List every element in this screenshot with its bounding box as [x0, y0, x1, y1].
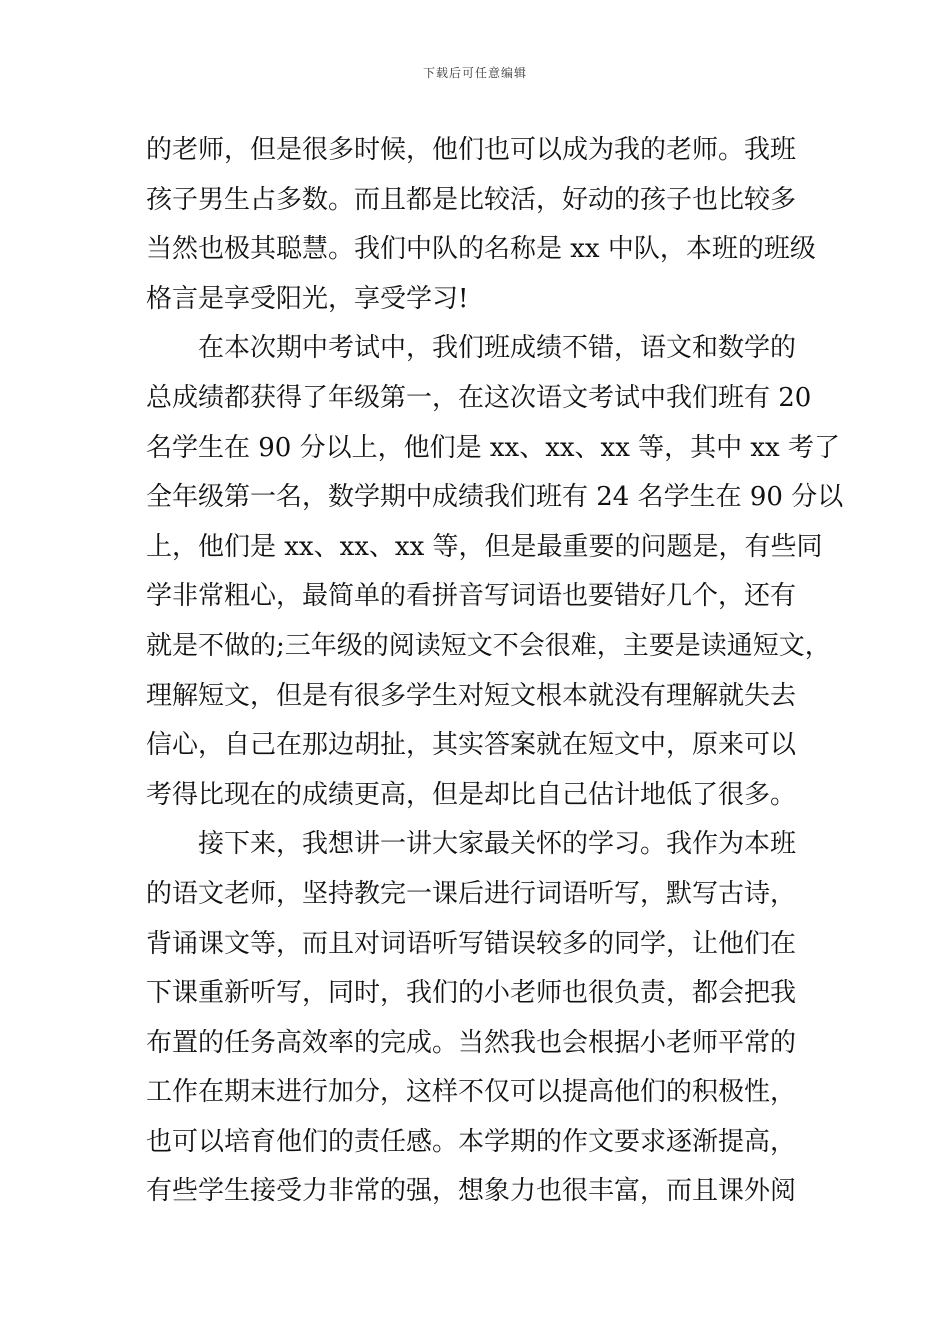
page-header: 下载后可任意编辑: [422, 66, 527, 80]
text-line: 当然也极其聪慧。我们中队的名称是 xx 中队，本班的班级: [146, 234, 816, 265]
text-line: 上，他们是 xx、xx、xx 等，但是最重要的问题是，有些同: [146, 531, 823, 562]
text-line: 工作在期末进行加分，这样不仅可以提高他们的积极性，: [146, 1077, 797, 1108]
text-line: 下课重新听写，同时，我们的小老师也很负责，都会把我: [146, 978, 797, 1009]
paragraph-1: [146, 126, 826, 324]
text-line: 考得比现在的成绩更高，但是却比自己估计地低了很多。: [146, 779, 797, 810]
text-line: 学非常粗心，最简单的看拼音写词语也要错好几个，还有: [146, 581, 797, 612]
text-line: 的语文老师，坚持教完一课后进行词语听写，默写古诗，: [146, 878, 797, 909]
text-line: 格言是享受阳光，享受学习!: [146, 283, 469, 314]
text-line: 总成绩都获得了年级第一，在这次语文考试中我们班有 20: [146, 382, 812, 413]
text-line: 背诵课文等，而且对词语听写错误较多的同学，让他们在: [146, 928, 797, 959]
document-body: [146, 126, 844, 1217]
text-line: 名学生在 90 分以上，他们是 xx、xx、xx 等，其中 xx 考了: [146, 432, 840, 463]
paragraph-3: [146, 820, 826, 1217]
text-line: 孩子男生占多数。而且都是比较活，好动的孩子也比较多: [146, 184, 797, 215]
text-line: 的老师，但是很多时候，他们也可以成为我的老师。我班: [146, 135, 797, 165]
text-line: 也可以培育他们的责任感。本学期的作文要求逐渐提高，: [146, 1126, 797, 1157]
text-line: 在本次期中考试中，我们班成绩不错，语文和数学的: [198, 333, 797, 364]
text-line: 接下来，我想讲一讲大家最关怀的学习。我作为本班: [198, 829, 797, 860]
text-line: 就是不做的;三年级的阅读短文不会很难，主要是读通短文，: [146, 630, 831, 661]
text-line: 布置的任务高效率的完成。当然我也会根据小老师平常的: [146, 1027, 797, 1058]
paragraph-2: [146, 324, 844, 820]
text-line: 信心，自己在那边胡扯，其实答案就在短文中，原来可以: [146, 730, 797, 761]
text-line: 全年级第一名，数学期中成绩我们班有 24 名学生在 90 分以: [146, 482, 844, 513]
text-line: 有些学生接受力非常的强，想象力也很丰富，而且课外阅: [146, 1176, 797, 1207]
text-line: 理解短文，但是有很多学生对短文根本就没有理解就失去: [146, 680, 797, 711]
